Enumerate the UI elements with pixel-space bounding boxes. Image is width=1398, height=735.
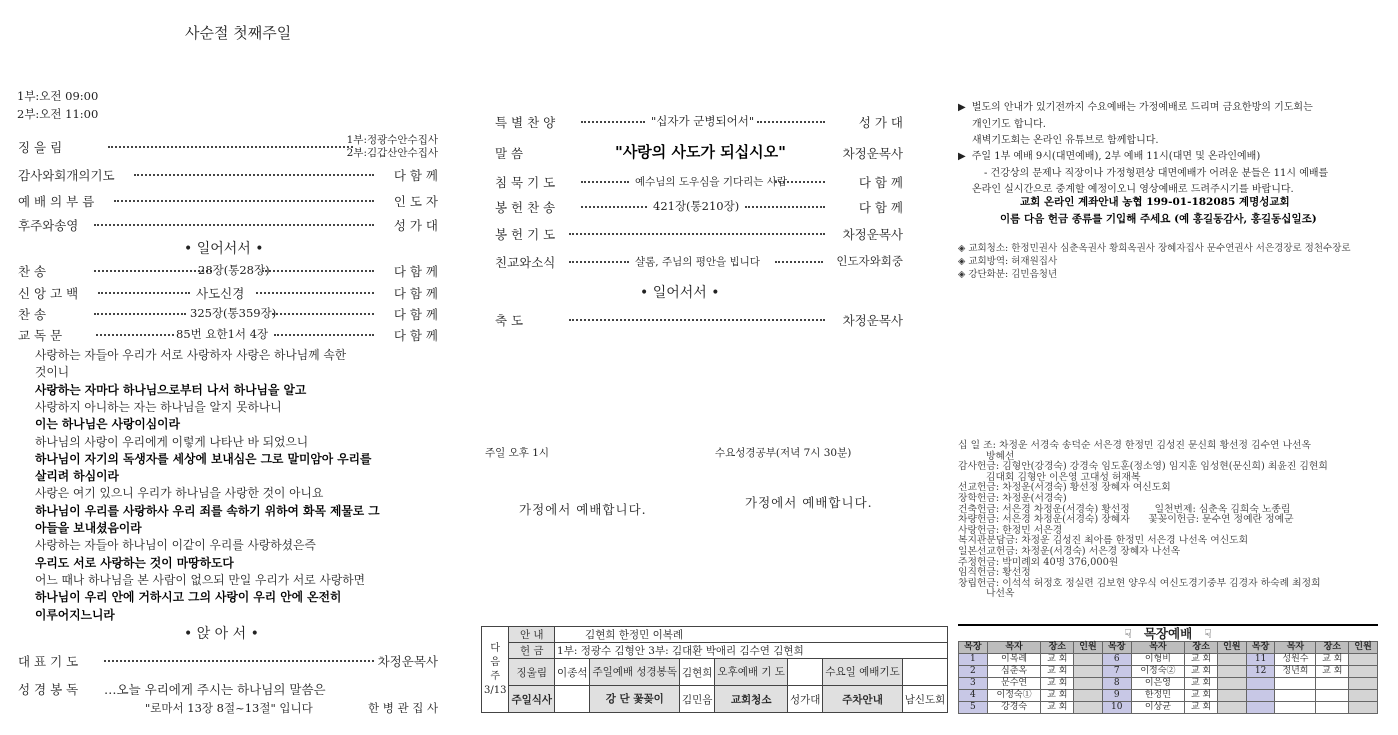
account-info: 교회 온라인 계좌안내 농협 199-01-182085 계명성교회 xyxy=(1020,196,1290,208)
column-header: 목장 xyxy=(1102,642,1131,654)
notice-line xyxy=(984,164,1328,179)
duty-header: 교회청소 xyxy=(715,686,788,713)
leader-dots xyxy=(108,146,353,148)
service-time-2: 2부:오전 11:00 xyxy=(17,107,99,121)
order-item-scripture xyxy=(18,680,438,698)
table-row xyxy=(959,654,1378,666)
cell-count xyxy=(1218,654,1247,666)
order-detail: 28장(통28장) xyxy=(198,263,270,277)
hand-icon: ☟ xyxy=(1124,626,1132,641)
cell-leader: 강경숙 xyxy=(987,702,1041,714)
notice-text: - 건강상의 문제나 직장이나 가정형편상 대면예배가 어려운 분들은 11시 예배를 xyxy=(984,168,1329,179)
duty-disinfection: ◈ 교회방역: 허재원집사 xyxy=(958,256,1058,267)
notice-text: 온라인 실시간으로 중계할 예정이오니 영상예배로 드려주시기를 바랍니다. xyxy=(972,184,1294,195)
order-label: 특 별 찬 양 xyxy=(495,115,556,130)
notice-text: 주일 1부 예배 9시(대면예배), 2부 예배 11시(대면 및 온라인예배) xyxy=(971,151,1261,162)
order-leader: 다 함 께 xyxy=(393,168,438,183)
order-leader: 차정운목사 xyxy=(842,146,903,161)
cell-number xyxy=(1246,678,1275,690)
reading-line: 사랑하는 자들아 하나님이 이같이 우리를 사랑하셨은즉 xyxy=(35,538,316,553)
cell-number: 6 xyxy=(1102,654,1131,666)
table-row xyxy=(959,702,1378,714)
order-leader: 다 함 께 xyxy=(858,200,903,215)
cell-number xyxy=(1246,690,1275,702)
order-leader: 차정운목사 xyxy=(377,654,438,669)
column-header: 인원 xyxy=(1218,642,1247,654)
reading-line: 하나님이 우리 안에 거하시고 그의 사랑이 우리 안에 온전히 xyxy=(35,590,342,605)
cell-place: 교 회 xyxy=(1185,666,1218,678)
order-item-rep-prayer xyxy=(18,652,438,670)
notice-text: 벌도의 안내가 있기전까지 수요예배는 가정예배로 드리며 금요한방의 기도회는 xyxy=(971,102,1313,113)
duty-header: 주일예배 성경봉독 xyxy=(590,659,679,686)
order-leader: 다 함 께 xyxy=(393,264,438,279)
cell-place: 교 회 xyxy=(1041,666,1074,678)
duty-altar-flowers: ◈ 강단화분: 김민음청년 xyxy=(958,269,1058,280)
offering-line: 방혜선 xyxy=(958,450,1015,462)
cell-count xyxy=(1074,690,1103,702)
reading-line: 어느 때나 하나님을 본 사람이 없으되 만일 우리가 서로 사랑하면 xyxy=(35,572,366,587)
notice-line xyxy=(958,147,1260,162)
cell-count xyxy=(1349,678,1378,690)
offering-line: 선교헌금: 차정운(서경숙) 황선정 장혜자 여신도회 xyxy=(958,482,1171,494)
duty-cell xyxy=(555,686,590,713)
column-header: 인원 xyxy=(1074,642,1103,654)
duty-names: 1부: 정광수 김형안 3부: 김대환 박애리 김수연 김현희 xyxy=(555,643,948,659)
cell-place: 교 회 xyxy=(1041,690,1074,702)
duty-cell xyxy=(902,659,948,686)
order-item-special-song xyxy=(495,113,903,131)
notice-text: 새벽기도회는 온라인 유튜브로 함께합니다. xyxy=(972,135,1159,146)
offering-line: 건축헌금: 서은경 차정운(서경숙) 황선정 일천번제: 심춘옥 김희숙 노종림 xyxy=(958,503,1291,515)
cell-count xyxy=(1349,702,1378,714)
cell-count xyxy=(1349,654,1378,666)
cell-place: 교 회 xyxy=(1316,666,1349,678)
sunday-afternoon-label: 주일 오후 1시 xyxy=(485,447,550,459)
cell-worship-title-bar xyxy=(958,624,1378,642)
cell-number: 4 xyxy=(959,690,988,702)
leader-dots xyxy=(569,319,825,321)
order-item-postlude xyxy=(18,216,438,234)
cell-place: 교 회 xyxy=(1185,678,1218,690)
duty-cleaning: ◈ 교회청소: 한정민권사 심춘옥권사 황희옥권사 장혜자집사 문수연권사 서은경장로 정천수장로 xyxy=(958,243,1351,254)
order-label: 징 을 림 xyxy=(18,140,63,155)
reading-line: 이는 하나님은 사랑이심이라 xyxy=(35,417,180,432)
column-header: 목자 xyxy=(987,642,1041,654)
leader-dots xyxy=(581,121,645,123)
arrow-bullet-icon: ▶ xyxy=(958,102,966,113)
leader-dots xyxy=(256,292,374,294)
order-detail: 85번 요한1서 4장 xyxy=(176,327,269,341)
side-char: 다 xyxy=(490,642,501,654)
account-instructions: 이름 다음 헌금 종류를 기입해 주세요 (예 홍길동감사, 홍길동십일조) xyxy=(1000,213,1317,225)
leader-dots xyxy=(114,200,374,202)
order-leader: 다 함 께 xyxy=(393,307,438,322)
column-header: 목장 xyxy=(1246,642,1275,654)
cell-count xyxy=(1074,654,1103,666)
hand-icon: ☟ xyxy=(1204,626,1212,641)
wednesday-label: 수요성경공부(저녁 7시 30분) xyxy=(715,447,852,459)
cell-number: 7 xyxy=(1102,666,1131,678)
order-detail: 샬롬, 주님의 평안을 빕니다 xyxy=(635,256,760,268)
cell-worship-title: 목장예배 xyxy=(1143,626,1193,641)
cell-count xyxy=(1074,666,1103,678)
cell-leader: 문수연 xyxy=(987,678,1041,690)
cell-number xyxy=(1246,702,1275,714)
reading-line: 사랑하는 자들아 우리가 서로 사랑하자 사랑은 하나님께 속한 xyxy=(35,348,347,362)
leader-dots xyxy=(98,292,190,294)
cell-place xyxy=(1316,702,1349,714)
duty-cell: 김민음 xyxy=(679,686,714,713)
offering-line: 차량헌금: 서은경 차정운(서경숙) 장혜자 꽃꽂이헌금: 문수연 정예란 정예군 xyxy=(958,514,1294,526)
cell-worship-table xyxy=(958,641,1378,714)
order-item-offering-prayer xyxy=(495,225,903,243)
reading-line: 것이니 xyxy=(35,365,70,380)
leader-dots xyxy=(581,206,647,208)
reading-line: 살리려 하심이라 xyxy=(35,469,119,484)
offering-line: 사랑헌금: 한정민 서은경 xyxy=(958,524,1063,536)
cell-number: 1 xyxy=(959,654,988,666)
column-header: 장소 xyxy=(1185,642,1218,654)
next-week-duty-table xyxy=(481,626,948,713)
leader-dots xyxy=(94,270,212,272)
side-date: 3/13 xyxy=(484,684,507,696)
reading-line: 사랑하는 자마다 하나님으로부터 나서 하나님을 알고 xyxy=(35,382,307,397)
duty-header: 오후예배 기 도 xyxy=(715,659,788,686)
offering-line: 임직헌금: 황선정 xyxy=(958,567,1031,579)
leader-dots xyxy=(775,261,823,263)
order-label: 후주와송영 xyxy=(18,218,79,233)
duty-header: 주일식사 xyxy=(509,686,555,713)
order-label: 감사와회개의기도 xyxy=(18,168,115,183)
duty-cell: 성가대 xyxy=(787,686,822,713)
order-item-creed xyxy=(18,284,438,302)
cell-leader xyxy=(1275,702,1316,714)
order-label: 성 경 봉 독 xyxy=(18,682,79,697)
column-header: 장소 xyxy=(1041,642,1074,654)
order-label: 말 씀 xyxy=(495,146,524,161)
order-detail: 사도신경 xyxy=(196,286,245,301)
leader-dots xyxy=(745,206,825,208)
notice-line xyxy=(958,98,1313,113)
order-leader: 인 도 자 xyxy=(393,194,438,209)
table-row xyxy=(959,666,1378,678)
side-char: 주 xyxy=(490,670,501,682)
duty-header: 징울림 xyxy=(509,659,555,686)
leader-dots xyxy=(94,224,374,226)
order-label: 봉 헌 기 도 xyxy=(495,227,556,242)
order-detail: 예수님의 도우심을 기다리는 사람 xyxy=(635,176,788,188)
order-label: 축 도 xyxy=(495,313,524,328)
offering-line: 감사헌금: 김형안(강경숙) 강경숙 임도훈(정소영) 임지훈 임성현(문신희) 최윤진 김현희 xyxy=(958,461,1328,473)
cell-count xyxy=(1074,702,1103,714)
scripture-reference: "로마서 13장 8절~13절" 입니다 xyxy=(145,701,313,715)
notice-line xyxy=(972,115,1046,130)
leader-dots xyxy=(96,334,174,336)
notice-text: 개인기도 합니다. xyxy=(972,119,1046,130)
section-stand-up: • 일어서서 • xyxy=(184,241,264,257)
order-item-call xyxy=(18,192,438,210)
order-item-benediction xyxy=(495,311,903,329)
sunday-afternoon-text: 가정에서 예배합니다. xyxy=(519,502,647,517)
column-header: 목자 xyxy=(1131,642,1185,654)
cell-count xyxy=(1349,690,1378,702)
duty-header: 주차안내 xyxy=(823,686,902,713)
scripture-intro: …오늘 우리에게 주시는 하나님의 말씀은 xyxy=(104,682,326,697)
duty-cell xyxy=(787,659,822,686)
order-label: 교 독 문 xyxy=(18,328,63,343)
leader-dots xyxy=(581,181,629,183)
arrow-bullet-icon: ▶ xyxy=(958,151,966,162)
order-label: 찬 송 xyxy=(18,264,47,279)
cell-number: 5 xyxy=(959,702,988,714)
order-label: 친교와소식 xyxy=(495,255,556,270)
cell-count xyxy=(1074,678,1103,690)
reading-line: 이루어지느니라 xyxy=(35,607,115,622)
cell-count xyxy=(1218,690,1247,702)
cell-count xyxy=(1349,666,1378,678)
cell-leader: 정년희 xyxy=(1275,666,1316,678)
cell-leader: 이형비 xyxy=(1131,654,1185,666)
leader-dots xyxy=(104,660,374,662)
reading-line: 사랑하지 아니하는 자는 하나님을 알지 못하나니 xyxy=(35,399,282,414)
reading-line: 하나님이 우리를 사랑하사 우리 죄를 속하기 위하여 화목 제물로 그 xyxy=(35,503,380,518)
side-char: 음 xyxy=(490,656,501,668)
duty-cell: 남신도회 xyxy=(902,686,948,713)
offering-line: 복지관분담금: 차정운 김성진 최아름 한정민 서은경 나선옥 여신도회 xyxy=(958,535,1249,547)
order-leader: 다 함 께 xyxy=(858,175,903,190)
cell-place: 교 회 xyxy=(1185,690,1218,702)
reading-line: 우리도 서로 사랑하는 것이 마땅하도다 xyxy=(35,555,234,570)
duty-cell: 김현희 xyxy=(679,659,714,686)
cell-number: 10 xyxy=(1102,702,1131,714)
cell-leader: 이정숙② xyxy=(1131,666,1185,678)
cell-count xyxy=(1218,702,1247,714)
cell-leader: 성원수 xyxy=(1275,654,1316,666)
duty-header: 안 내 xyxy=(509,627,555,643)
cell-place: 교 회 xyxy=(1041,702,1074,714)
section-stand-up-2: • 일어서서 • xyxy=(640,285,720,301)
order-label: 예 배 의 부 름 xyxy=(18,194,95,209)
cell-number: 11 xyxy=(1246,654,1275,666)
leader-dots xyxy=(569,233,825,235)
order-item-silent-prayer xyxy=(495,173,903,191)
duty-header: 헌 금 xyxy=(509,643,555,659)
cell-place xyxy=(1316,678,1349,690)
offering-line: 십 일 조: 차정운 서경숙 송덕순 서은경 한정민 김성진 문신희 황선정 김수연 나선옥 xyxy=(958,440,1311,451)
cell-place: 교 회 xyxy=(1185,654,1218,666)
order-detail: "십자가 군병되어서" xyxy=(651,114,755,128)
offering-line: 김대회 김형안 이은영 고대성 허재복 xyxy=(958,471,1141,483)
order-label: 침 묵 기 도 xyxy=(495,175,556,190)
leader-dots xyxy=(262,270,374,272)
order-item-offertory-hymn xyxy=(495,198,903,216)
order-leader: 성 가 대 xyxy=(858,115,903,130)
order-leader: 성 가 대 xyxy=(393,218,438,233)
offering-line: 장학헌금: 차정운(서경숙) xyxy=(958,493,1067,504)
cell-count xyxy=(1218,678,1247,690)
cell-leader: 한정민 xyxy=(1131,690,1185,702)
reading-line: 사랑은 여기 있으니 우리가 하나님을 사랑한 것이 아니요 xyxy=(35,486,324,501)
order-item-hymn-2 xyxy=(18,305,438,323)
cell-place: 교 회 xyxy=(1316,654,1349,666)
service-time-1: 1부:오전 09:00 xyxy=(17,89,99,103)
cell-leader xyxy=(1275,678,1316,690)
leader-dots xyxy=(272,313,374,315)
scripture-reader: 한 병 관 집 사 xyxy=(368,701,439,715)
cell-place: 교 회 xyxy=(1185,702,1218,714)
offering-line: 나선옥 xyxy=(958,588,1015,600)
duty-header: 강 단 꽃꽂이 xyxy=(590,686,679,713)
order-item-sermon xyxy=(495,144,903,162)
cell-number: 9 xyxy=(1102,690,1131,702)
cell-place: 교 회 xyxy=(1041,654,1074,666)
order-leader: 다 함 께 xyxy=(393,286,438,301)
order-label: 찬 송 xyxy=(18,307,47,322)
cell-count xyxy=(1218,666,1247,678)
leader-dots xyxy=(757,121,825,123)
order-label: 봉 헌 찬 송 xyxy=(495,200,556,215)
column-header: 인원 xyxy=(1349,642,1378,654)
notice-line xyxy=(972,131,1159,146)
leader-dots xyxy=(274,334,374,336)
order-item-reading xyxy=(18,326,438,344)
reading-line: 아들을 보내셨음이라 xyxy=(35,521,142,535)
offering-line: 주정헌금: 박미례외 40명 376,000원 xyxy=(958,556,1119,568)
notice-line xyxy=(972,180,1294,195)
cell-leader xyxy=(1275,690,1316,702)
order-leader: 차정운목사 xyxy=(842,313,903,328)
leader-dots xyxy=(94,313,186,315)
cell-leader: 이은영 xyxy=(1131,678,1185,690)
bell-ringer-1: 1부:정광수안수집사 xyxy=(346,134,438,146)
order-item-prayer xyxy=(18,166,438,184)
cell-leader: 이상균 xyxy=(1131,702,1185,714)
leader-dots xyxy=(134,174,374,176)
cell-number: 3 xyxy=(959,678,988,690)
column-header: 장소 xyxy=(1316,642,1349,654)
order-item-hymn-1 xyxy=(18,262,438,280)
bell-ringer-2: 2부:김갑산안수집사 xyxy=(346,147,438,159)
duty-header: 수요일 예배기도 xyxy=(823,659,902,686)
column-header: 목장 xyxy=(959,642,988,654)
reading-line: 하나님의 사랑이 우리에게 이렇게 나타난 바 되었으니 xyxy=(35,434,309,449)
leader-dots xyxy=(775,181,825,183)
column-header: 목자 xyxy=(1275,642,1316,654)
order-label: 신 앙 고 백 xyxy=(18,286,79,301)
table-row xyxy=(959,678,1378,690)
cell-place xyxy=(1316,690,1349,702)
sermon-title: "사랑의 사도가 되십시오" xyxy=(615,143,786,161)
wednesday-text: 가정에서 예배합니다. xyxy=(745,495,873,510)
section-sit-down: • 앉 아 서 • xyxy=(184,626,259,642)
duty-cell: 이종석 xyxy=(555,659,590,686)
cell-number: 8 xyxy=(1102,678,1131,690)
cell-leader: 이정숙① xyxy=(987,690,1041,702)
order-item-fellowship xyxy=(495,253,903,271)
reading-line: 하나님이 자기의 독생자를 세상에 보내심은 그로 말미암아 우리를 xyxy=(35,451,372,466)
order-leader: 차정운목사 xyxy=(842,227,903,242)
order-label: 대 표 기 도 xyxy=(18,654,79,669)
order-leader: 인도자와회중 xyxy=(836,254,903,268)
next-week-label xyxy=(482,627,509,713)
leader-dots xyxy=(569,261,629,263)
cell-leader: 이복례 xyxy=(987,654,1041,666)
cell-leader: 심춘옥 xyxy=(987,666,1041,678)
offering-line: 일본선교헌금: 차정운(서경숙) 서은경 장혜자 나선옥 xyxy=(958,546,1181,557)
cell-number: 12 xyxy=(1246,666,1275,678)
table-row xyxy=(959,690,1378,702)
cell-number: 2 xyxy=(959,666,988,678)
duty-names: 김현희 한정민 이복례 xyxy=(555,627,948,643)
offering-line: 창립헌금: 이석석 허정호 정실련 김보현 양우식 여신도경기중부 김경자 하숙례 최정희 xyxy=(958,577,1321,589)
cell-place: 교 회 xyxy=(1041,678,1074,690)
page-title: 사순절 첫째주일 xyxy=(185,24,292,42)
order-leader: 다 함 께 xyxy=(393,328,438,343)
order-detail: 421장(통210장) xyxy=(653,199,740,213)
order-detail: 325장(통359장) xyxy=(190,306,277,320)
